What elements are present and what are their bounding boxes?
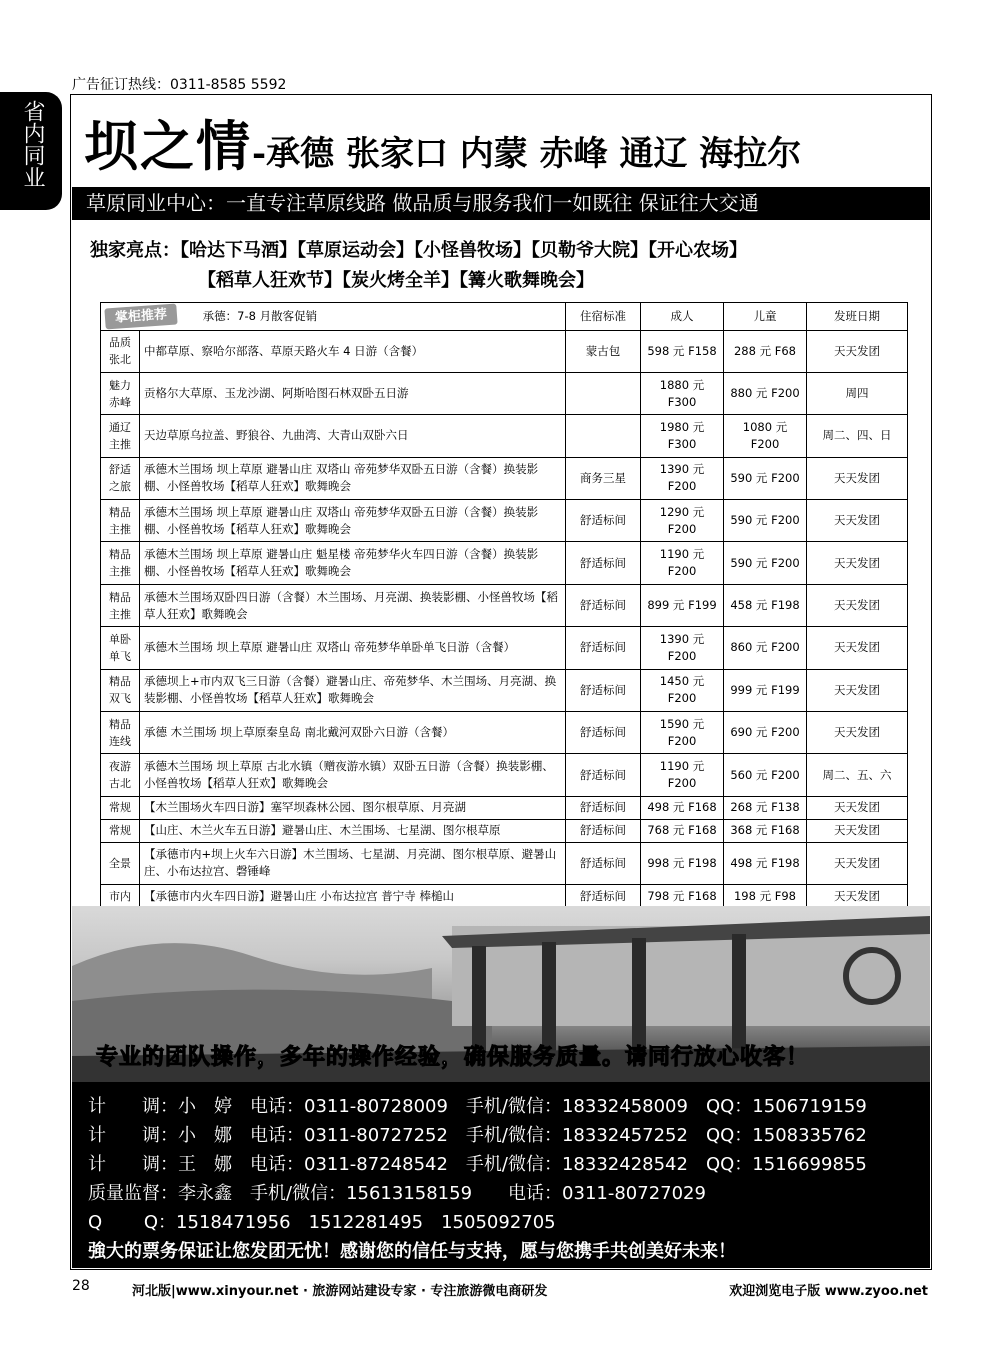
table-row <box>101 754 908 796</box>
route-hotel: 舒适标间 <box>566 627 641 669</box>
table-caption: 承德：7-8 月散客促销 <box>202 308 318 323</box>
route-hotel <box>566 415 641 457</box>
table-row <box>101 372 908 414</box>
route-departure: 天天发团 <box>807 669 908 711</box>
route-hotel: 舒适标间 <box>566 819 641 842</box>
route-departure: 周四 <box>807 372 908 414</box>
table-row <box>101 500 908 542</box>
route-adult-price: 598 元 F158 <box>641 330 724 372</box>
route-hotel: 舒适标间 <box>566 500 641 542</box>
contact-row-quality: 质量监督：李永鑫 手机/微信：15613158159 电话：0311-80727029 <box>88 1183 706 1204</box>
table-caption-cell <box>101 303 566 331</box>
route-adult-price: 768 元 F168 <box>641 819 724 842</box>
route-description: 承德木兰围场 坝上草原 避暑山庄 双塔山 帝苑梦华双卧五日游（含餐）换装影棚、小怪兽牧场【稻草人狂欢】歌舞晚会 <box>140 457 566 499</box>
route-departure: 天天发团 <box>807 712 908 754</box>
route-adult-price: 1190 元 F200 <box>641 542 724 584</box>
recommend-badge: 掌柜推荐 <box>104 303 177 329</box>
route-departure: 天天发团 <box>807 885 908 908</box>
header-date: 发班日期 <box>807 303 908 331</box>
route-child-price: 458 元 F198 <box>724 584 807 626</box>
route-description: 【木兰围场火车四日游】塞罕坝森林公园、图尔根草原、月亮湖 <box>140 796 566 819</box>
route-child-price: 268 元 F138 <box>724 796 807 819</box>
route-category: 市内 <box>101 885 140 908</box>
contact-row-3: 计 调：王 娜 电话：0311-87248542 手机/微信：18332428542 QQ：1516699855 <box>88 1154 867 1175</box>
route-child-price: 880 元 F200 <box>724 372 807 414</box>
route-hotel: 舒适标间 <box>566 542 641 584</box>
page-number: 28 <box>72 1278 90 1294</box>
ad-hotline: 广告征订热线：0311-8585 5592 <box>72 77 287 93</box>
contact-row-2: 计 调：小 娜 电话：0311-80727252 手机/微信：18332457252 QQ：1508335762 <box>88 1125 867 1146</box>
route-departure: 天天发团 <box>807 584 908 626</box>
section-tab <box>0 92 62 210</box>
route-departure: 天天发团 <box>807 330 908 372</box>
table-header-row <box>101 303 908 331</box>
route-hotel: 舒适标间 <box>566 712 641 754</box>
route-description: 中都草原、察哈尔部落、草原天路火车 4 日游（含餐） <box>140 330 566 372</box>
route-hotel: 舒适标间 <box>566 669 641 711</box>
route-departure: 周二、四、日 <box>807 415 908 457</box>
route-adult-price: 899 元 F199 <box>641 584 724 626</box>
route-departure: 天天发团 <box>807 457 908 499</box>
table-row <box>101 669 908 711</box>
header-adult: 成人 <box>641 303 724 331</box>
slogan-bar: 草原同业中心：一直专注草原线路 做品质与服务我们一如既往 保证往大交通 <box>72 187 930 220</box>
route-adult-price: 1390 元 F200 <box>641 627 724 669</box>
route-category: 全景 <box>101 842 140 884</box>
table-row <box>101 627 908 669</box>
route-category: 常规 <box>101 819 140 842</box>
route-description: 【承德市内+坝上火车六日游】木兰围场、七星湖、月亮湖、图尔根草原、避暑山庄、小布达拉宫、磬锤峰 <box>140 842 566 884</box>
route-departure: 天天发团 <box>807 819 908 842</box>
header-child: 儿童 <box>724 303 807 331</box>
header-hotel: 住宿标准 <box>566 303 641 331</box>
footer-right-text: 欢迎浏览电子版 www.zyoo.net <box>729 1284 928 1299</box>
route-hotel: 舒适标间 <box>566 885 641 908</box>
route-table <box>100 302 908 908</box>
route-child-price: 999 元 F199 <box>724 669 807 711</box>
route-child-price: 1080 元 F200 <box>724 415 807 457</box>
route-departure: 天天发团 <box>807 627 908 669</box>
route-child-price: 590 元 F200 <box>724 500 807 542</box>
route-child-price: 198 元 F98 <box>724 885 807 908</box>
route-hotel <box>566 372 641 414</box>
route-adult-price: 1880 元 F300 <box>641 372 724 414</box>
route-adult-price: 1390 元 F200 <box>641 457 724 499</box>
contact-row-qq: Q Q：1518471956 1512281495 1505092705 <box>88 1212 556 1233</box>
contact-panel <box>72 1082 930 1268</box>
route-child-price: 590 元 F200 <box>724 457 807 499</box>
table-row <box>101 330 908 372</box>
route-hotel: 蒙古包 <box>566 330 641 372</box>
contact-row-1: 计 调：小 婷 电话：0311-80728009 手机/微信：18332458009 QQ：1506719159 <box>88 1096 867 1117</box>
highlights-line-2: 【稻草人狂欢节】【炭火烤全羊】【篝火歌舞晚会】 <box>198 270 594 291</box>
route-adult-price: 1190 元 F200 <box>641 754 724 796</box>
contact-closing: 強大的票务保证让您发团无忧！感谢您的信任与支持，愿与您携手共创美好未来！ <box>88 1241 736 1262</box>
route-description: 天边草原乌拉盖、野狼谷、九曲湾、大青山双卧六日 <box>140 415 566 457</box>
route-description: 承德 木兰围场 坝上草原秦皇岛 南北戴河双卧六日游（含餐） <box>140 712 566 754</box>
route-description: 【山庄、木兰火车五日游】避暑山庄、木兰围场、七星湖、图尔根草原 <box>140 819 566 842</box>
table-row <box>101 885 908 908</box>
route-adult-price: 1290 元 F200 <box>641 500 724 542</box>
tagline: 专业的团队操作，多年的操作经验，确保服务质量。请同行放心收客！ <box>96 1045 810 1070</box>
route-hotel: 商务三星 <box>566 457 641 499</box>
route-child-price: 560 元 F200 <box>724 754 807 796</box>
footer-left-text: 河北版|www.xinyour.net · 旅游网站建设专家 · 专注旅游微电商研发 <box>132 1284 548 1299</box>
ad-title <box>84 104 801 181</box>
route-hotel: 舒适标间 <box>566 796 641 819</box>
route-child-price: 590 元 F200 <box>724 542 807 584</box>
route-adult-price: 998 元 F198 <box>641 842 724 884</box>
route-adult-price: 798 元 F168 <box>641 885 724 908</box>
table-row <box>101 584 908 626</box>
route-description: 承德木兰围场 坝上草原 避暑山庄 双塔山 帝苑梦华双卧五日游（含餐）换装影棚、小怪兽牧场【稻草人狂欢】歌舞晚会 <box>140 500 566 542</box>
route-adult-price: 1590 元 F200 <box>641 712 724 754</box>
route-description: 承德木兰围场双卧四日游（含餐）木兰围场、月亮湖、换装影棚、小怪兽牧场【稻草人狂欢】歌舞晚会 <box>140 584 566 626</box>
route-adult-price: 1980 元 F300 <box>641 415 724 457</box>
route-category: 精品双飞 <box>101 669 140 711</box>
route-category: 舒适之旅 <box>101 457 140 499</box>
route-child-price: 860 元 F200 <box>724 627 807 669</box>
route-departure: 天天发团 <box>807 500 908 542</box>
route-adult-price: 498 元 F168 <box>641 796 724 819</box>
route-hotel: 舒适标间 <box>566 842 641 884</box>
route-child-price: 690 元 F200 <box>724 712 807 754</box>
route-departure: 天天发团 <box>807 796 908 819</box>
table-row <box>101 542 908 584</box>
title-main: 坝之情 <box>84 114 252 178</box>
route-category: 魅力赤峰 <box>101 372 140 414</box>
route-departure: 天天发团 <box>807 542 908 584</box>
title-destinations: -承德 张家口 内蒙 赤峰 通辽 海拉尔 <box>252 134 802 174</box>
route-description: 承德木兰围场 坝上草原 避暑山庄 双塔山 帝苑梦华单卧单飞日游（含餐） <box>140 627 566 669</box>
route-child-price: 368 元 F168 <box>724 819 807 842</box>
table-row <box>101 842 908 884</box>
table-row <box>101 712 908 754</box>
section-tab-label: 省内同业 <box>20 100 45 188</box>
route-category: 通辽主推 <box>101 415 140 457</box>
table-row <box>101 457 908 499</box>
route-category: 精品主推 <box>101 500 140 542</box>
route-child-price: 498 元 F198 <box>724 842 807 884</box>
route-adult-price: 1450 元 F200 <box>641 669 724 711</box>
table-row <box>101 819 908 842</box>
route-description: 贡格尔大草原、玉龙沙湖、阿斯哈图石林双卧五日游 <box>140 372 566 414</box>
route-description: 承德木兰围场 坝上草原 避暑山庄 魁星楼 帝苑梦华火车四日游（含餐）换装影棚、小怪兽牧场【稻草人狂欢】歌舞晚会 <box>140 542 566 584</box>
table-row <box>101 415 908 457</box>
route-departure: 周二、五、六 <box>807 754 908 796</box>
route-category: 夜游古北 <box>101 754 140 796</box>
route-hotel: 舒适标间 <box>566 754 641 796</box>
route-category: 单卧单飞 <box>101 627 140 669</box>
route-description: 承德木兰围场 坝上草原 古北水镇（赠夜游水镇）双卧五日游（含餐）换装影棚、小怪兽牧场【稻草人狂欢】歌舞晚会 <box>140 754 566 796</box>
route-category: 常规 <box>101 796 140 819</box>
table-row <box>101 796 908 819</box>
route-category: 品质张北 <box>101 330 140 372</box>
route-child-price: 288 元 F68 <box>724 330 807 372</box>
route-category: 精品主推 <box>101 584 140 626</box>
route-description: 【承德市内火车四日游】避暑山庄 小布达拉宫 普宁寺 棒槌山 <box>140 885 566 908</box>
route-description: 承德坝上+市内双飞三日游（含餐）避暑山庄、帝苑梦华、木兰围场、月亮湖、换装影棚、小怪兽牧场【稻草人狂欢】歌舞晚会 <box>140 669 566 711</box>
route-departure: 天天发团 <box>807 842 908 884</box>
route-category: 精品连线 <box>101 712 140 754</box>
route-hotel: 舒适标间 <box>566 584 641 626</box>
route-category: 精品主推 <box>101 542 140 584</box>
highlights-line-1: 独家亮点：【哈达下马酒】【草原运动会】【小怪兽牧场】【贝勒爷大院】【开心农场】 <box>90 240 747 261</box>
